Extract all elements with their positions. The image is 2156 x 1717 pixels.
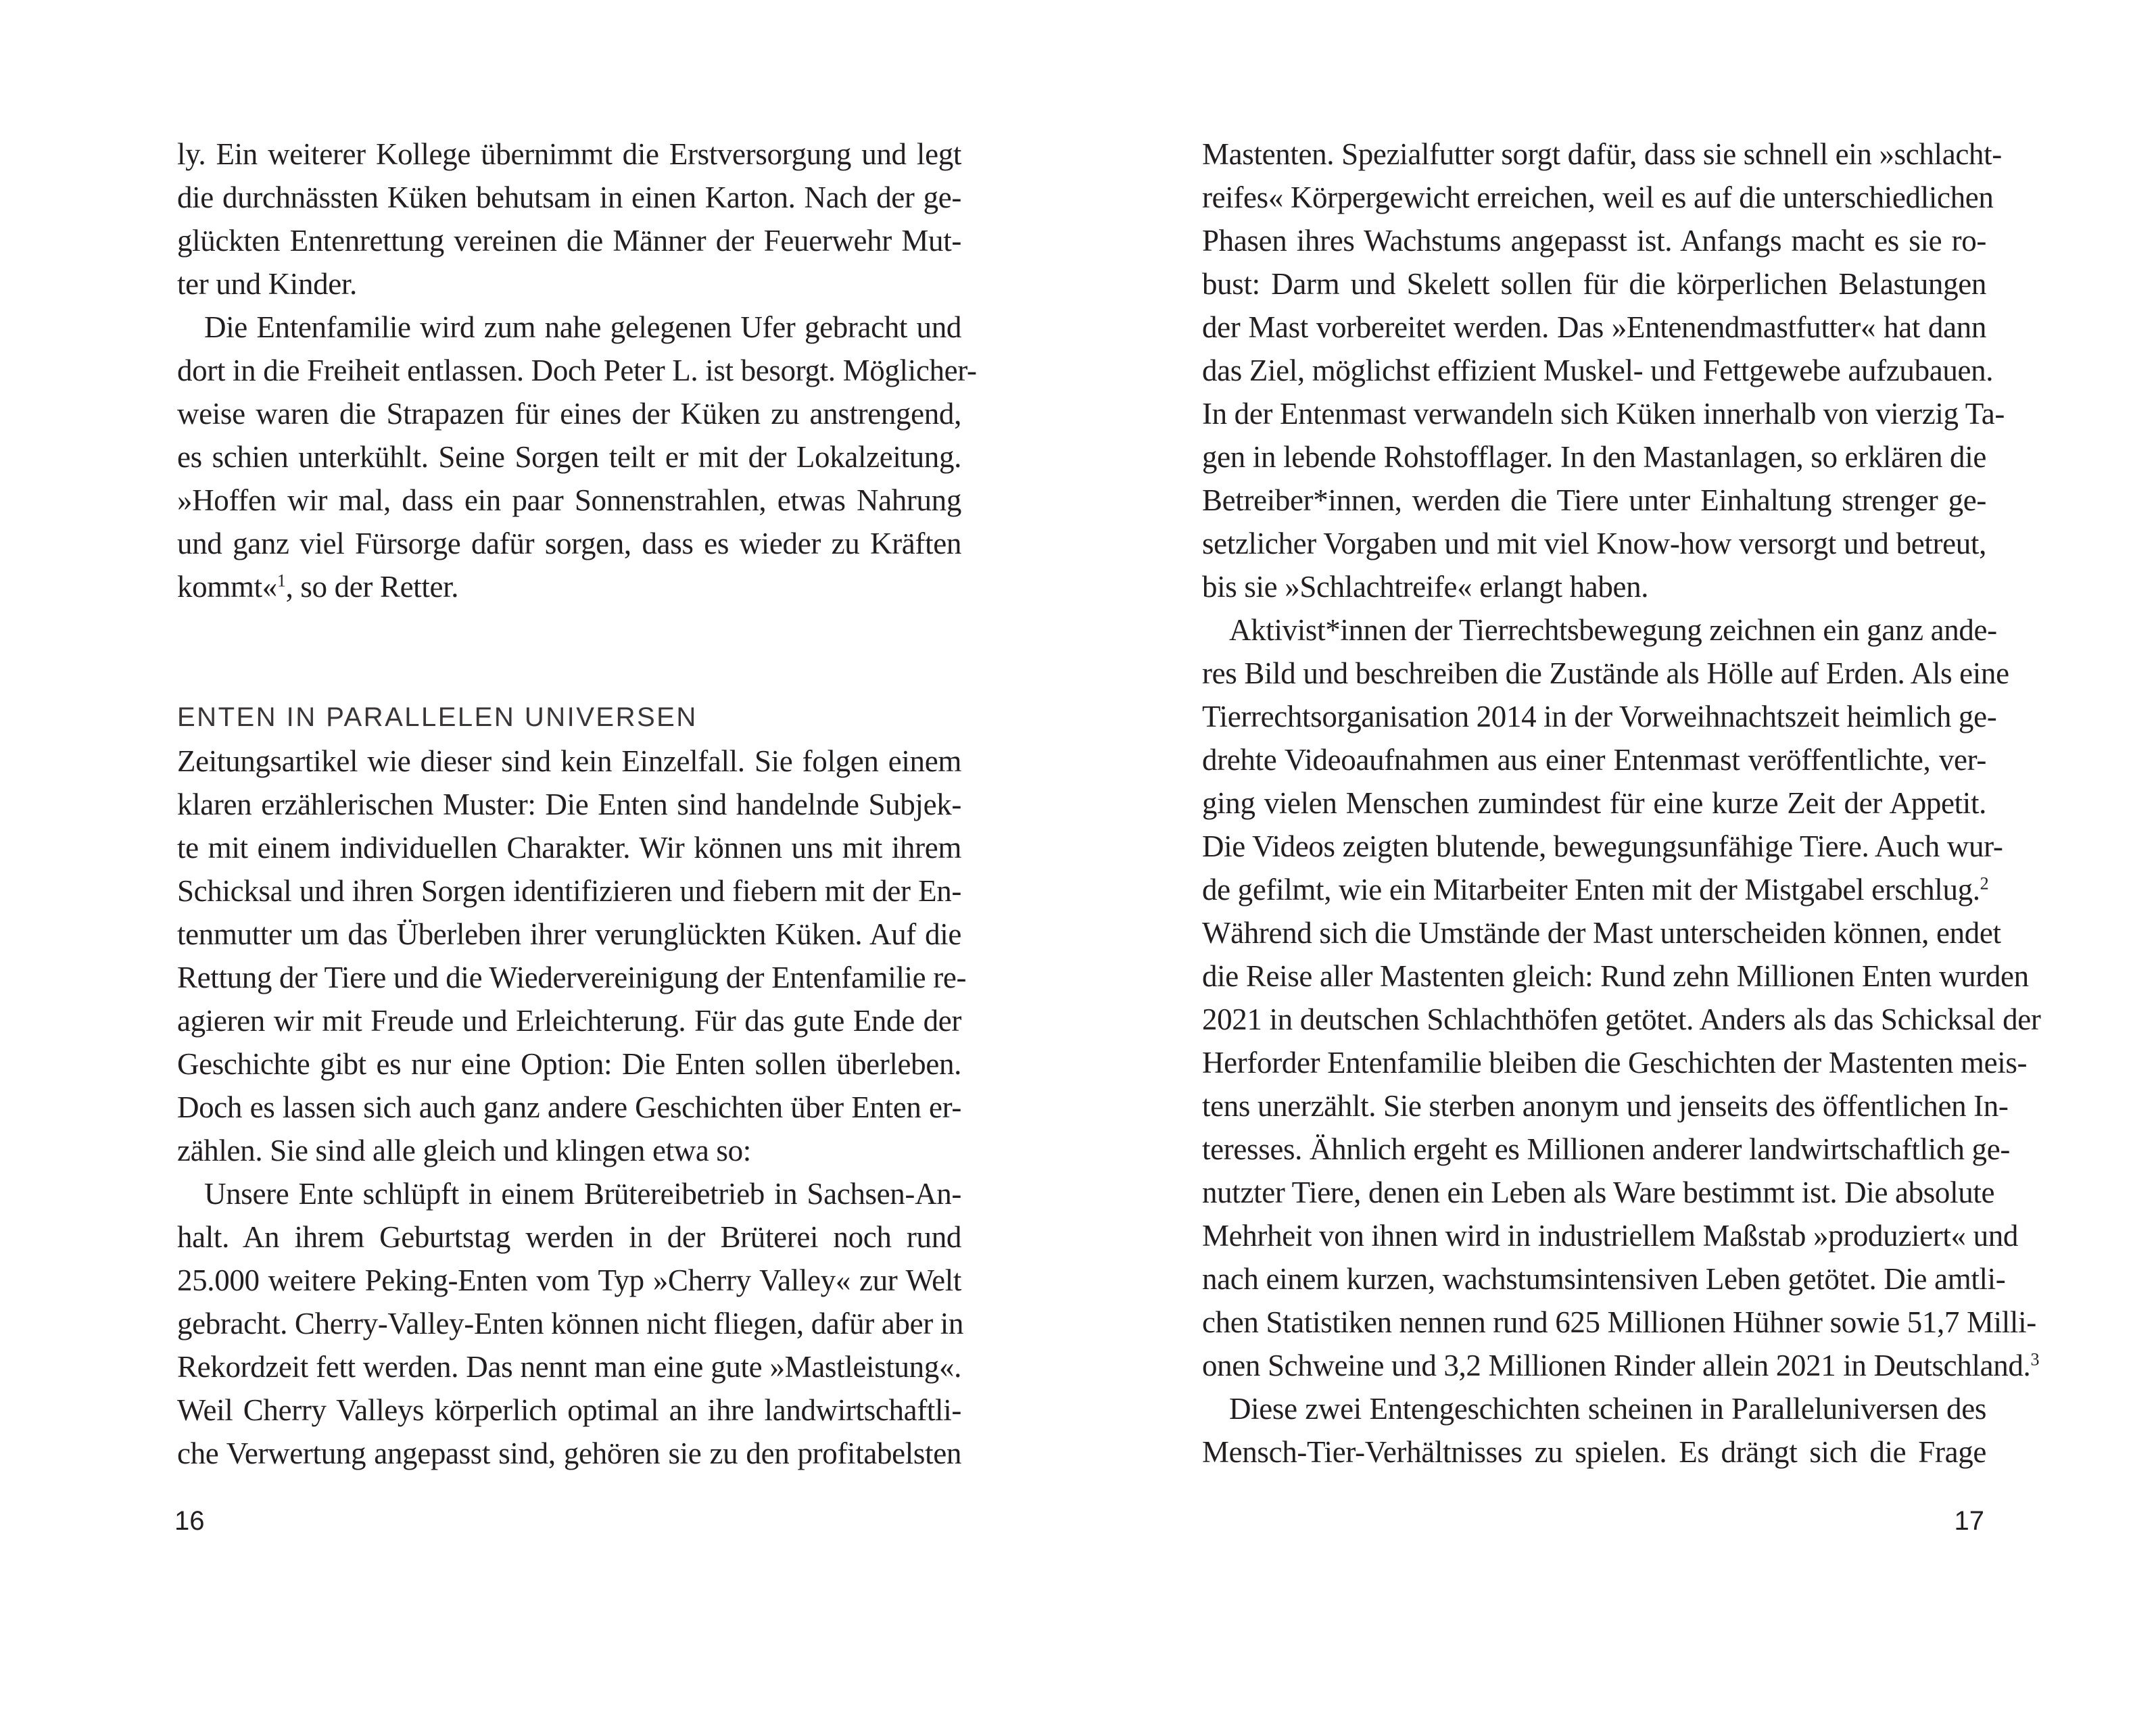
- left-text-column: [177, 132, 977, 1475]
- text-line: che Verwertung angepasst sind, gehören sie zu den profitabelsten: [177, 1436, 961, 1470]
- text-line: res Bild und beschreiben die Zustände als Hölle auf Erden. Als eine: [1202, 656, 2009, 690]
- text-line: dort in die Freiheit entlassen. Doch Peter L. ist besorgt. Möglicher-: [177, 354, 977, 387]
- text-line: nach einem kurzen, wachstumsintensiven Leben getötet. Die amtli-: [1202, 1262, 2006, 1296]
- text-line: das Ziel, möglichst effizient Muskel- und Fettgewebe aufzubauen.: [1202, 354, 1994, 387]
- text-line: Weil Cherry Valleys körperlich optimal an ihre landwirtschaftli-: [177, 1393, 961, 1427]
- text-line: [1202, 868, 1989, 911]
- text-line: ter und Kinder.: [177, 267, 357, 301]
- text-line: 2021 in deutschen Schlachthöfen getötet. Anders als das Schicksal der: [1202, 1002, 2041, 1036]
- text-line: gen in lebende Rohstofflager. In den Mastanlagen, so erklären die: [1202, 440, 1986, 474]
- text-line: Geschichte gibt es nur eine Option: Die Enten sollen überleben.: [177, 1047, 961, 1081]
- text-line: der Mast vorbereitet werden. Das »Entenendmastfutter« hat dann: [1202, 310, 1986, 344]
- text-line: Während sich die Umstände der Mast unterscheiden können, endet: [1202, 916, 2001, 950]
- text-line: klaren erzählerischen Muster: Die Enten sind handelnde Subjek-: [177, 788, 961, 821]
- text-line: Mastenten. Spezialfutter sorgt dafür, dass sie schnell ein »schlacht-: [1202, 137, 2002, 171]
- text-line: [177, 565, 961, 608]
- text-line: und ganz viel Fürsorge dafür sorgen, dass es wieder zu Kräften: [177, 527, 961, 560]
- text-fragment: kommt«: [177, 570, 277, 604]
- text-line: tens unerzählt. Sie sterben anonym und jenseits des öffentlichen In-: [1202, 1089, 2009, 1123]
- text-line: die Reise aller Mastenten gleich: Rund zehn Millionen Enten wurden: [1202, 959, 2029, 993]
- footnote-marker[interactable]: 3: [2030, 1349, 2040, 1370]
- text-line: Herforder Entenfamilie bleiben die Geschichten der Mastenten meis-: [1202, 1046, 2028, 1080]
- text-line: te mit einem individuellen Charakter. Wir können uns mit ihrem: [177, 831, 961, 865]
- text-line: halt. An ihrem Geburtstag werden in der Brüterei noch rund: [177, 1220, 961, 1254]
- text-line: Mensch-Tier-Verhältnisses zu spielen. Es drängt sich die Frage: [1202, 1435, 1986, 1469]
- text-line: 25.000 weitere Peking-Enten vom Typ »Cherry Valley« zur Welt: [177, 1263, 961, 1297]
- right-page: [1078, 0, 2156, 1717]
- text-fragment: onen Schweine und 3,2 Millionen Rinder allein 2021 in Deutschland.: [1202, 1349, 2031, 1382]
- right-text-column: [1202, 132, 2041, 1474]
- text-line: ly. Ein weiterer Kollege übernimmt die Erstversorgung und legt: [177, 137, 961, 171]
- text-line: Rettung der Tiere und die Wiedervereinigung der Entenfamilie re-: [177, 961, 967, 994]
- text-line: In der Entenmast verwandeln sich Küken innerhalb von vierzig Ta-: [1202, 397, 2005, 431]
- text-line: Betreiber*innen, werden die Tiere unter Einhaltung strenger ge-: [1202, 483, 1986, 517]
- text-line: Phasen ihres Wachstums angepasst ist. Anfangs macht es sie ro-: [1202, 224, 1986, 258]
- footnote-marker[interactable]: 2: [1980, 873, 1989, 894]
- text-line: es schien unterkühlt. Seine Sorgen teilt er mit der Lokalzeitung.: [177, 440, 961, 474]
- text-line: agieren wir mit Freude und Erleichterung. Für das gute Ende der: [177, 1004, 961, 1038]
- text-line: gebracht. Cherry-Valley-Enten können nicht fliegen, dafür aber in: [177, 1307, 964, 1340]
- text-line: Rekordzeit fett werden. Das nennt man eine gute »Mastleistung«.: [177, 1350, 961, 1384]
- text-line: reifes« Körpergewicht erreichen, weil es auf die unterschiedlichen: [1202, 180, 1994, 214]
- text-line: »Hoffen wir mal, dass ein paar Sonnenstrahlen, etwas Nahrung: [177, 483, 961, 517]
- text-line: Aktivist*innen der Tierrechtsbewegung zeichnen ein ganz ande-: [1229, 613, 1997, 647]
- text-line: weise waren die Strapazen für eines der Küken zu anstrengend,: [177, 397, 961, 431]
- text-line: Tierrechtsorganisation 2014 in der Vorweihnachtszeit heimlich ge-: [1202, 700, 1997, 733]
- text-line: tenmutter um das Überleben ihrer verunglückten Küken. Auf die: [177, 917, 961, 951]
- text-line: teresses. Ähnlich ergeht es Millionen anderer landwirtschaftlich ge-: [1202, 1132, 2010, 1166]
- text-line: Diese zwei Entengeschichten scheinen in Paralleluniversen des: [1229, 1392, 1986, 1426]
- text-line: Unsere Ente schlüpft in einem Brütereibetrieb in Sachsen-An-: [204, 1177, 961, 1211]
- section-heading: ENTEN IN PARALLELEN UNIVERSEN: [177, 702, 698, 732]
- text-line: bis sie »Schlachtreife« erlangt haben.: [1202, 570, 1649, 604]
- text-fragment: , so der Retter.: [285, 570, 459, 604]
- text-line: Doch es lassen sich auch ganz andere Geschichten über Enten er-: [177, 1090, 961, 1124]
- text-line: glückten Entenrettung vereinen die Männer der Feuerwehr Mut-: [177, 224, 961, 258]
- text-line: Die Videos zeigten blutende, bewegungsunfähige Tiere. Auch wur-: [1202, 829, 2003, 863]
- text-line: chen Statistiken nennen rund 625 Millionen Hühner sowie 51,7 Milli-: [1202, 1305, 2036, 1339]
- footnote-marker[interactable]: 1: [277, 571, 286, 591]
- text-line: Mehrheit von ihnen wird in industriellem Maßstab »produziert« und: [1202, 1219, 2019, 1253]
- text-line: ging vielen Menschen zumindest für eine kurze Zeit der Appetit.: [1202, 786, 1986, 820]
- page-number-left: 16: [174, 1506, 205, 1536]
- text-line: Die Entenfamilie wird zum nahe gelegenen Ufer gebracht und: [204, 310, 961, 344]
- text-line: [1202, 1344, 2040, 1387]
- text-line: setzlicher Vorgaben und mit viel Know-how versorgt und betreut,: [1202, 527, 1986, 560]
- text-line: nutzter Tiere, denen ein Leben als Ware bestimmt ist. Die absolute: [1202, 1176, 1995, 1209]
- text-line: Schicksal und ihren Sorgen identifizieren und fiebern mit der En-: [177, 874, 961, 908]
- text-line: zählen. Sie sind alle gleich und klingen etwa so:: [177, 1134, 751, 1167]
- page-number-right: 17: [1954, 1506, 1984, 1536]
- text-line: bust: Darm und Skelett sollen für die körperlichen Belastungen: [1202, 267, 1986, 301]
- text-line: drehte Videoaufnahmen aus einer Entenmast veröffentlichte, ver-: [1202, 743, 1986, 777]
- text-line: die durchnässten Küken behutsam in einen Karton. Nach der ge-: [177, 180, 961, 214]
- text-fragment: de gefilmt, wie ein Mitarbeiter Enten mit der Mistgabel erschlug.: [1202, 873, 1980, 906]
- text-line: Zeitungsartikel wie dieser sind kein Einzelfall. Sie folgen einem: [177, 744, 961, 778]
